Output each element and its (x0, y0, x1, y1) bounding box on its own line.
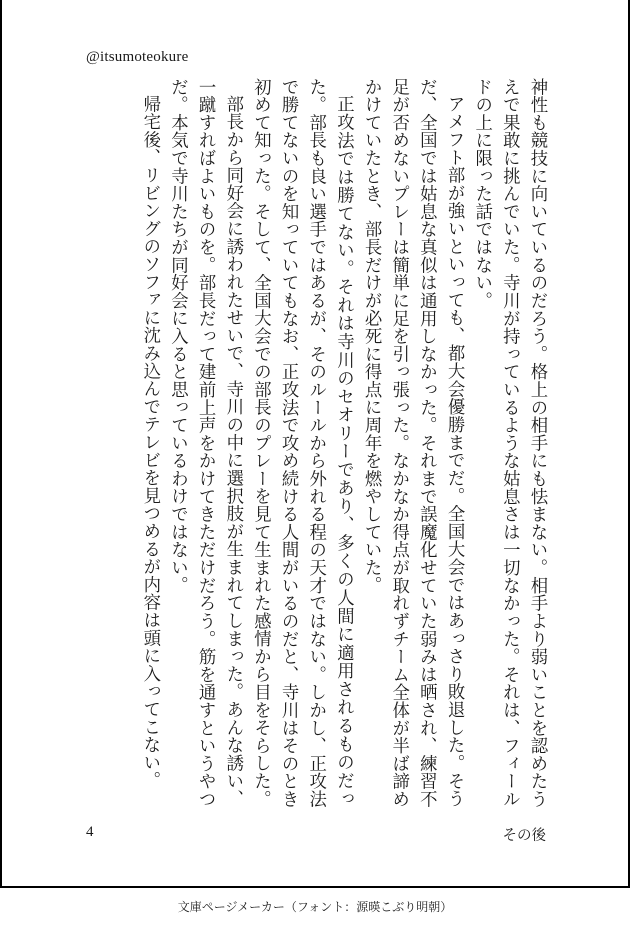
paragraph: 部長から同好会に誘われたせいで、寺川の中に選択肢が生まれてしまった。あんな誘い、一蹴すればよいものを。部長だって建前上声をかけてきただけだろう。筋を通すというやつだ。本気で寺川たちが同好会に入ると思っているわけではない。 (167, 78, 243, 808)
author-handle: @itsumoteokure (86, 49, 189, 65)
running-title: その後 (502, 828, 546, 844)
paragraph: アメフト部が強いといっても、都大会優勝までだ。全国大会ではあっさり敗退した。そうだ、全国では姑息な真似は通用しなかった。それまで誤魔化せていた弱みは晒され、練習不足が否めないプレーは簡単に足を引っ張った。なかなか得点が取れずチーム全体が半ば諦めかけていたとき、部長だけが必死に得点に周年を燃やしていた。 (361, 78, 465, 808)
paragraph: 神性も競技に向いているのだろう。格上の相手にも怯まない。相手より弱いことを認めたうえで果敢に挑んでいた。寺川が持っているような姑息さは一切なかった。それは、フィールドの上に限った話ではない。 (471, 78, 547, 808)
generator-credit: 文庫ページメーカー（フォント：源暎こぶり明朝） (177, 900, 453, 914)
paragraph: 帰宅後、リビングのソファに沈み込んでテレビを見つめるが内容は頭に入ってこない。 (139, 95, 160, 790)
page-number: 4 (86, 824, 94, 840)
vertical-body-text (86, 78, 550, 808)
paragraph: 正攻法では勝てない。それは寺川のセオリーであり、多くの人間に適用されるものだった。部長も良い選手ではあるが、そのルールから外れる程の天才ではない。しかし、正攻法で勝てないのを知っていてもなお、正攻法で攻め続ける人間がいるのだと、寺川はそのとき初めて知った。そして、全国大会での部長のプレーを見て生まれた感情から目をそらした。 (250, 78, 354, 808)
